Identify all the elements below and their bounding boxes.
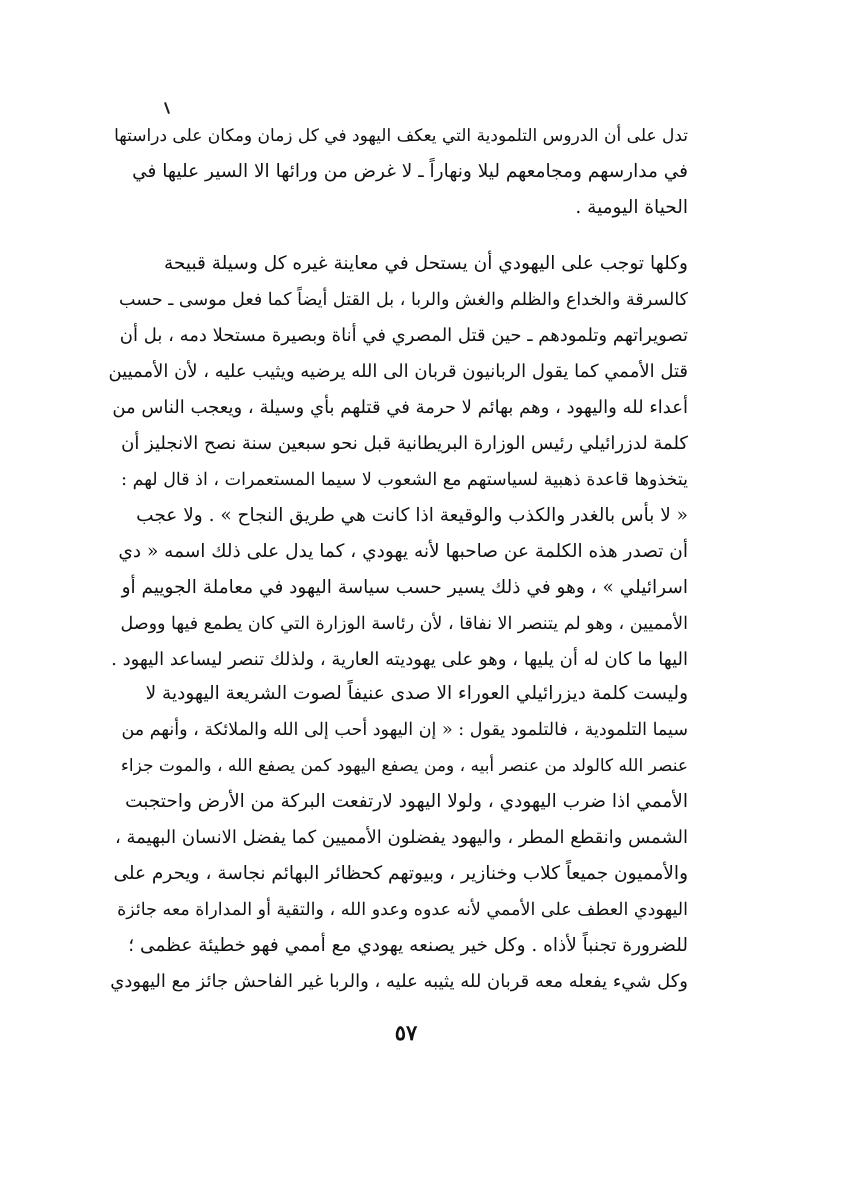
text-line: اليها ما كان له أن يليها ، وهو على يهوديته العارية ، ولذلك تنصر ليساعد اليهود . (111, 649, 688, 670)
text-line: وكلها توجب على اليهودي أن يستحل في معاينة غيره كل وسيلة قبيحة (164, 253, 688, 274)
text-line: والأمميون جميعاً كلاب وخنازير ، وبيوتهم كحظائر البهائم نجاسة ، ويحرم على (113, 863, 688, 884)
paragraph-2 (106, 246, 688, 678)
margin-mark (164, 102, 170, 114)
text-line: عنصر الله كالولد من عنصر أبيه ، ومن يصفع اليهود كمن يصفع الله ، والموت جزاء (120, 756, 688, 776)
text-line: يتخذوها قاعدة ذهبية لسياستهم مع الشعوب لا سيما المستعمرات ، اذ قال لهم : (121, 470, 688, 490)
text-line: الأممي اذا ضرب اليهودي ، ولولا اليهود لارتفعت البركة من الأرض واحتجبت (125, 791, 688, 812)
text-line: الشمس وانقطع المطر ، واليهود يفضلون الأمميين كما يفضل الانسان البهيمة ، (114, 827, 688, 848)
paragraph-3 (106, 676, 688, 1000)
text-line: الأمميين ، وهو لم يتنصر الا نفاقا ، لأن رئاسة الوزارة التي كان يطمع فيها ووصل (120, 614, 688, 634)
text-line: وكل شيء يفعله معه قربان لله يثيبه عليه ، والربا غير الفاحش جائز مع اليهودي (110, 971, 688, 992)
text-line: قتل الأممي كما يقول الربانيون قربان الى الله يرضيه ويثيب عليه ، لأن الأمميين (108, 361, 688, 382)
text-line: كلمة لدزرائيلي رئيس الوزارة البريطانية قبل نحو سبعين سنة نصح الانجليز أن (121, 433, 688, 454)
text-line: الحياة اليومية . (575, 197, 688, 218)
text-line: تدل على أن الدروس التلمودية التي يعكف اليهود في كل زمان ومكان على دراستها (114, 126, 688, 146)
page-number: ٥٧ (394, 1020, 418, 1045)
text-line: وليست كلمة ديزرائيلي العوراء الا صدى عنيفاً لصوت الشريعة اليهودية لا (145, 683, 688, 704)
text-line: كالسرقة والخداع والظلم والغش والربا ، بل القتل أيضاً كما فعل موسى ـ حسب (119, 290, 688, 310)
text-line: أعداء لله واليهود ، وهم بهائم لا حرمة في قتلهم بأي وسيلة ، ويعجب الناس من (112, 397, 688, 418)
text-line: سيما التلمودية ، فالتلمود يقول : « إن اليهود أحب إلى الله والملائكة ، وأنهم من (121, 720, 688, 740)
text-line: اسرائيلي » ، وهو في ذلك يسير حسب سياسة اليهود في معاملة الجوييم أو (121, 577, 688, 598)
text-line: تصويراتهم وتلمودهم ـ حين قتل المصري في أناة وبصيرة مستحلا دمه ، بل أن (119, 325, 688, 346)
text-line: للضرورة تجنباً لأذاه . وكل خير يصنعه يهودي مع أممي فهو خطيئة عظمى ؛ (128, 935, 688, 956)
text-line: اليهودي العطف على الأممي لأنه عدوه وعدو الله ، والتقية أو المداراة معه جائزة (117, 900, 688, 920)
text-line: أن تصدر هذه الكلمة عن صاحبها لأنه يهودي ، كما يدل على ذلك اسمه « دي (118, 541, 688, 562)
text-line: في مدارسهم ومجامعهم ليلا ونهاراً ـ لا غرض من ورائها الا السير عليها في (132, 161, 688, 182)
text-line: « لا بأس بالغدر والكذب والوقيعة اذا كانت هي طريق النجاح » . ولا عجب (136, 505, 688, 526)
paragraph-1 (106, 118, 688, 226)
